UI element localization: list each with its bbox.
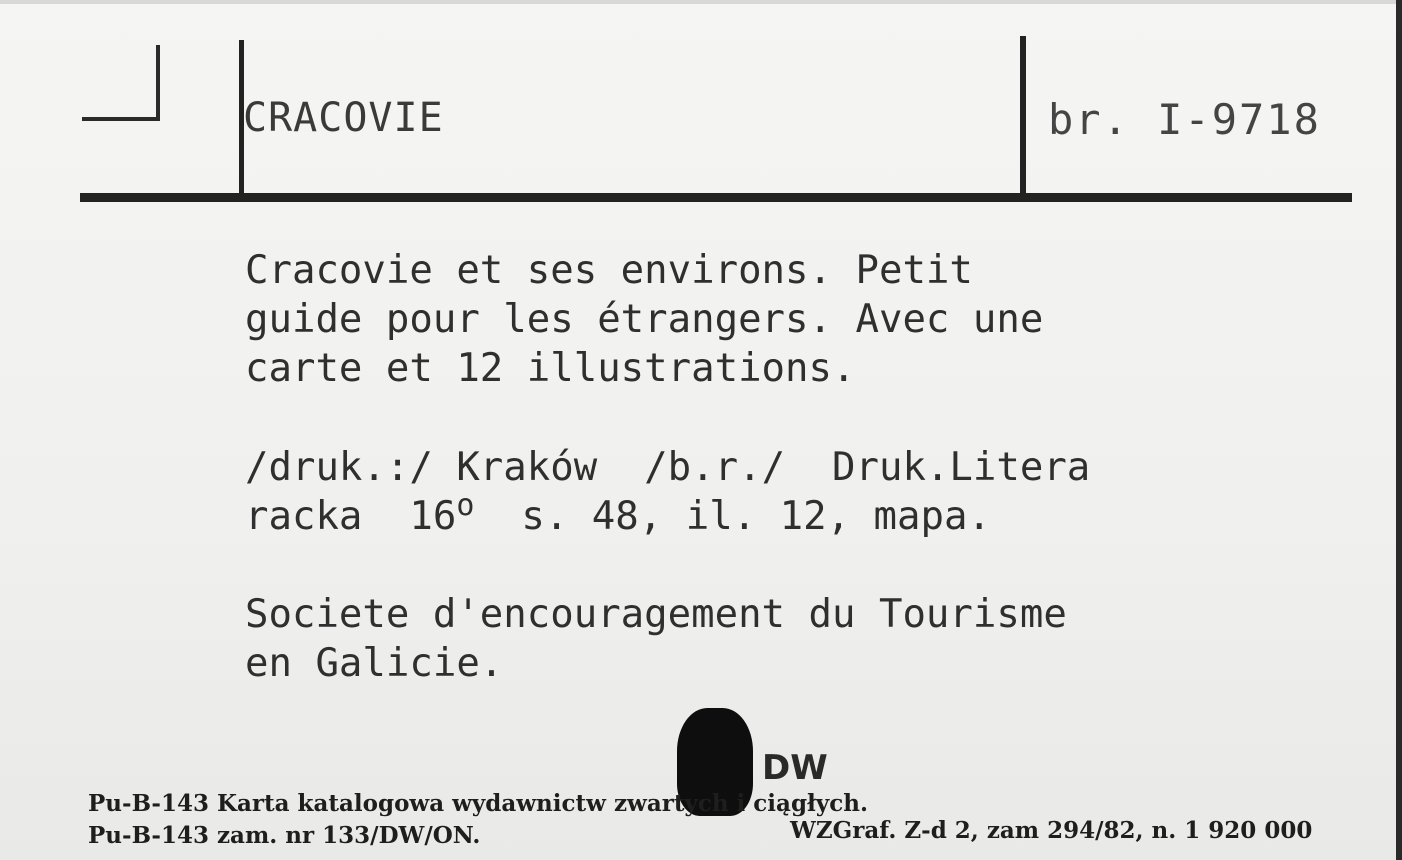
card-heading: CRACOVIE — [243, 95, 444, 141]
corner-mark — [82, 45, 160, 121]
imprint-block — [245, 443, 1375, 544]
publisher-line-2: en Galicie. — [245, 641, 504, 686]
imprint-place-printer: Kraków /b.r./ Druk.Lite — [432, 445, 1044, 490]
imprint-print-info: /druk.:/ — [245, 445, 433, 490]
corner-mark-horizontal — [82, 117, 160, 121]
shelfmark: br. I-9718 — [1048, 95, 1321, 144]
title-block — [245, 246, 1375, 393]
card-right-edge — [1396, 0, 1402, 860]
title-line-3: carte et 12 illustrations. — [245, 346, 856, 391]
stamp-mark: DW — [762, 748, 828, 788]
footer-form-line: Pu-B-143 Karta katalogowa wydawnictw zwartych i ciągłych. — [88, 790, 868, 817]
imprint-format: racka 16 — [245, 494, 457, 539]
format-degree: o — [456, 488, 475, 523]
footer-order-line: Pu-B-143 zam. nr 133/DW/ON. — [88, 822, 481, 849]
corner-mark-vertical — [156, 45, 160, 121]
footer-printer-line: WZGraf. Z-d 2, zam 294/82, n. 1 920 000 — [790, 817, 1313, 844]
card-top-edge — [0, 0, 1402, 4]
imprint-pagination: s. 48, il. 12, mapa. — [474, 494, 991, 539]
right-vertical-rule — [1020, 36, 1026, 196]
heading-underline-rule — [80, 193, 1352, 202]
title-line-2: guide pour les étrangers. Avec une — [245, 297, 1044, 342]
imprint-printer-end: ra — [1043, 445, 1091, 490]
title-line-1: Cracovie et ses environs. Petit — [245, 248, 973, 293]
publisher-block — [245, 590, 1375, 688]
publisher-line-1: Societe d'encouragement du Tourisme — [245, 592, 1067, 637]
